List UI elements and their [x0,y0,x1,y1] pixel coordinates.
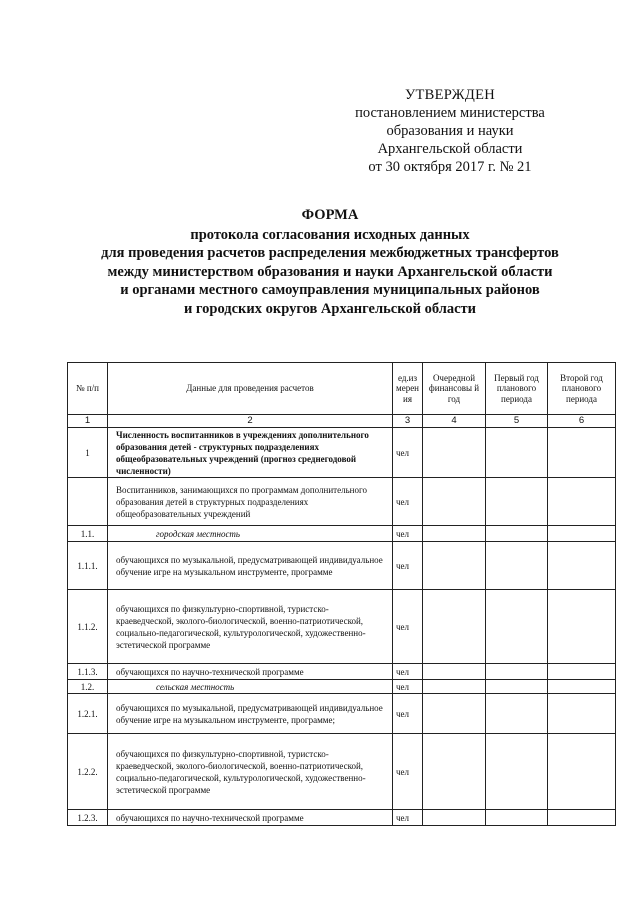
row-unit: чел [393,694,423,734]
row-unit: чел [393,428,423,478]
row-unit: чел [393,664,423,680]
row-text: обучающихся по научно-технической программе [108,664,393,680]
row-unit: чел [393,590,423,664]
approval-line: постановлением министерства [355,105,545,121]
row-unit: чел [393,478,423,526]
table-row [68,542,616,590]
plan-year-1-cell[interactable] [486,590,548,664]
fiscal-year-cell[interactable] [423,680,486,694]
form-title-line: между министерством образования и науки Архангельской области [107,263,553,280]
approval-date: от 30 октября 2017 г. № 21 [368,159,532,175]
row-text: обучающихся по физкультурно-спортивной, туристско-краеведческой, эколого-биологической, военно-патриотической, социально-педагогической, культурологической, художественно-эстетической программе [108,590,393,664]
row-number: 1.1. [68,526,108,542]
plan-year-1-cell[interactable] [486,680,548,694]
table-row [68,590,616,664]
row-text: городская местность [108,526,393,542]
form-heading: ФОРМА [301,207,359,223]
header-fiscal-year: Очередной финансовы й год [423,363,486,415]
table-row [68,526,616,542]
row-unit: чел [393,810,423,826]
plan-year-1-cell[interactable] [486,478,548,526]
table-row [68,478,616,526]
plan-year-2-cell[interactable] [548,734,616,810]
approval-line: Архангельской области [377,141,523,157]
plan-year-2-cell[interactable] [548,428,616,478]
plan-year-2-cell[interactable] [548,478,616,526]
table-row [68,680,616,694]
row-text: Воспитанников, занимающихся по программам дополнительного образования детей в структурных подразделениях общеобразовательных учреждений [108,478,393,526]
form-title-line: и органами местного самоуправления муниципальных районов [120,282,540,298]
data-table [67,362,616,826]
header-data: Данные для проведения расчетов [108,363,393,415]
row-number: 1.2.3. [68,810,108,826]
row-text: обучающихся по физкультурно-спортивной, туристско-краеведческой, эколого-биологической, военно-патриотической, социально-педагогической, культурологической, художественно-эстетической программе [108,734,393,810]
fiscal-year-cell[interactable] [423,694,486,734]
plan-year-2-cell[interactable] [548,542,616,590]
row-unit: чел [393,680,423,694]
column-number-row [68,415,616,428]
approval-heading: УТВЕРЖДЕН [404,87,496,103]
plan-year-1-cell[interactable] [486,664,548,680]
table-row [68,428,616,478]
plan-year-2-cell[interactable] [548,810,616,826]
fiscal-year-cell[interactable] [423,526,486,542]
row-number: 1.1.2. [68,590,108,664]
column-number: 3 [393,415,423,428]
row-text: Численность воспитанников в учреждениях дополнительного образования детей - структурных подразделениях общеобразовательных учреждений (прогноз среднегодовой численности) [108,428,393,478]
plan-year-1-cell[interactable] [486,734,548,810]
plan-year-1-cell[interactable] [486,542,548,590]
row-number: 1.2.2. [68,734,108,810]
header-plan-year-1: Первый год планового периода [486,363,548,415]
row-number: 1.2.1. [68,694,108,734]
table-row [68,810,616,826]
column-number: 1 [68,415,108,428]
fiscal-year-cell[interactable] [423,810,486,826]
plan-year-2-cell[interactable] [548,664,616,680]
column-number: 2 [108,415,393,428]
plan-year-1-cell[interactable] [486,428,548,478]
fiscal-year-cell[interactable] [423,542,486,590]
row-unit: чел [393,526,423,542]
form-title [60,206,600,318]
fiscal-year-cell[interactable] [423,734,486,810]
fiscal-year-cell[interactable] [423,428,486,478]
row-text: обучающихся по научно-технической программе [108,810,393,826]
row-unit: чел [393,542,423,590]
plan-year-1-cell[interactable] [486,526,548,542]
header-row [68,363,616,415]
column-number: 4 [423,415,486,428]
row-number [68,478,108,526]
form-title-line: и городских округов Архангельской области [183,300,477,317]
plan-year-2-cell[interactable] [548,694,616,734]
row-text: сельская местность [108,680,393,694]
fiscal-year-cell[interactable] [423,664,486,680]
table-row [68,694,616,734]
table-row [68,664,616,680]
row-number: 1.1.3. [68,664,108,680]
column-number: 6 [548,415,616,428]
form-title-line: протокола согласования исходных данных [190,226,470,243]
plan-year-1-cell[interactable] [486,694,548,734]
plan-year-2-cell[interactable] [548,590,616,664]
row-unit: чел [393,734,423,810]
fiscal-year-cell[interactable] [423,478,486,526]
plan-year-2-cell[interactable] [548,680,616,694]
header-unit: ед.из мерен ия [393,363,423,415]
row-number: 1.2. [68,680,108,694]
table-row [68,734,616,810]
approval-block [340,86,560,176]
plan-year-2-cell[interactable] [548,526,616,542]
fiscal-year-cell[interactable] [423,590,486,664]
row-number: 1.1.1. [68,542,108,590]
row-text: обучающихся по музыкальной, предусматривающей индивидуальное обучение игре на музыкальном инструменте, программе; [108,694,393,734]
row-number: 1 [68,428,108,478]
plan-year-1-cell[interactable] [486,810,548,826]
column-number: 5 [486,415,548,428]
row-text: обучающихся по музыкальной, предусматривающей индивидуальное обучение игре на музыкальном инструменте, программе [108,542,393,590]
approval-line: образования и науки [386,123,514,139]
header-num: № п/п [68,363,108,415]
header-plan-year-2: Второй год планового периода [548,363,616,415]
form-title-line: для проведения расчетов распределения межбюджетных трансфертов [101,245,559,261]
